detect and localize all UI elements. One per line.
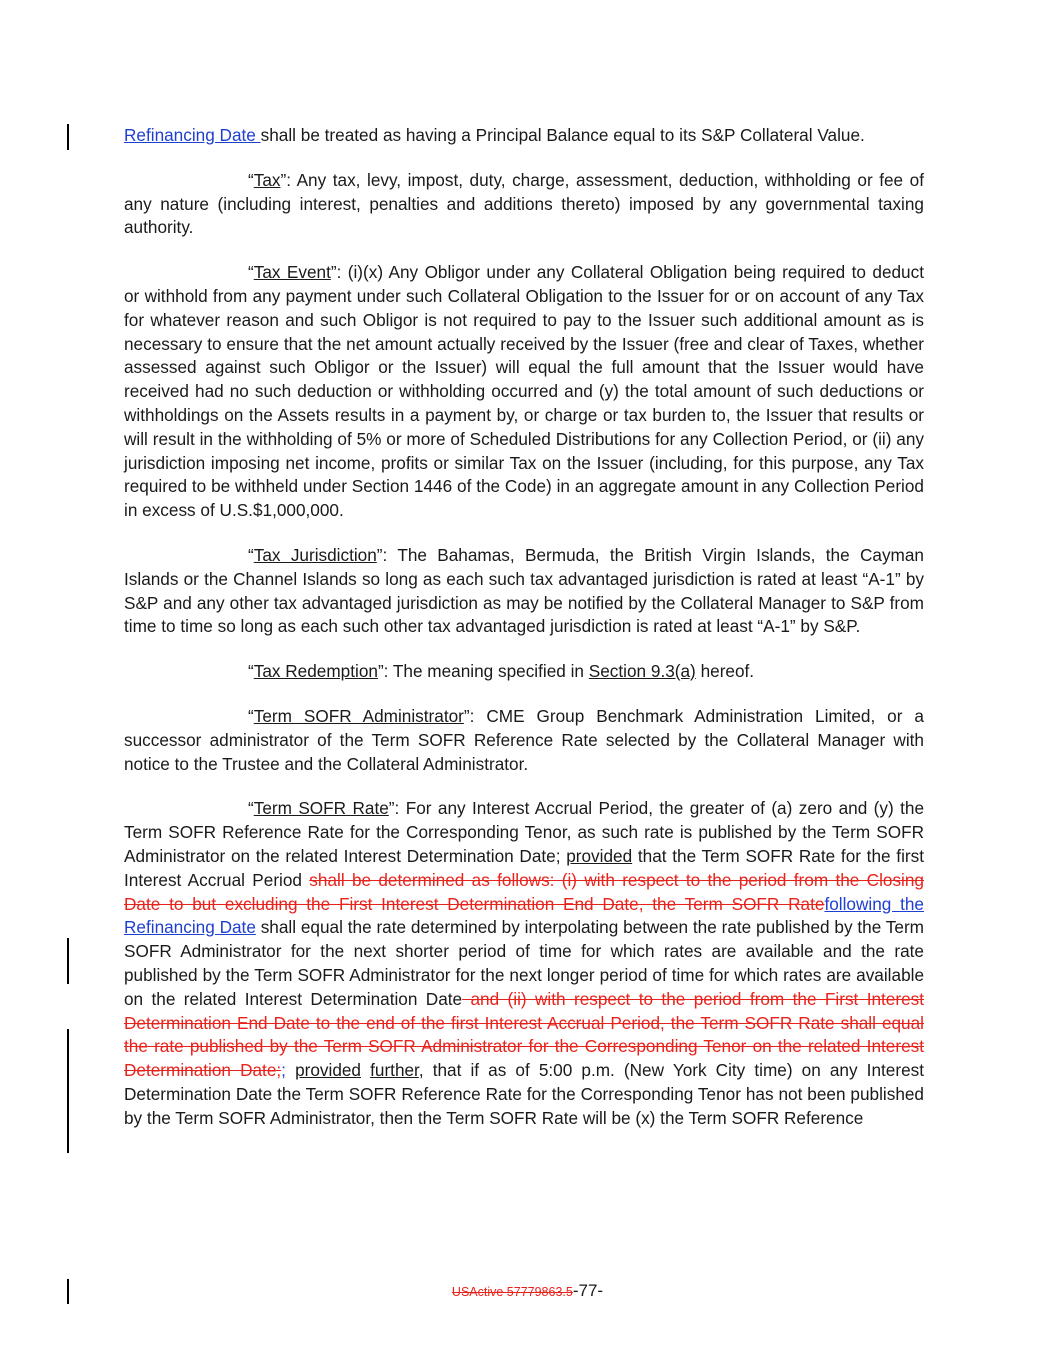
definition-text: Any tax, levy, impost, duty, charge, assessment, deduction, withholding or fee of any nature (including interest, penalties and additions thereto) imposed by any governmental taxing authority.	[124, 169, 924, 238]
document-body	[124, 124, 924, 1151]
open-quote: “	[248, 262, 254, 283]
defined-term: Tax	[253, 169, 281, 190]
definition-term-sofr-administrator	[124, 705, 924, 776]
defined-term: Tax Jurisdiction	[253, 544, 377, 565]
term-separator: ”:	[376, 544, 398, 565]
open-quote: “	[248, 661, 254, 682]
paragraph-text: shall be treated as having a Principal Balance equal to its S&P Collateral Value.	[260, 125, 865, 145]
definition-text: CME Group Benchmark Administration Limited, or a successor administrator of the Term SOFR Reference Rate selected by the Collateral Manager with notice to the Trustee and the Collateral Administrator.	[124, 705, 924, 774]
section-reference: Section 9.3(a)	[588, 661, 696, 682]
defined-term: Term SOFR Rate	[253, 798, 389, 819]
open-quote: “	[248, 544, 254, 565]
change-bar	[67, 938, 69, 984]
definition-text: (i)(x) Any Obligor under any Collateral Obligation being required to deduct or withhold from any payment under such Collateral Obligation to the Issuer for or on account of any Tax for whatever reason and such Obligor is not required to pay to the Issuer such additional amount as is necessary to ensure that the net amount actually received by the Issuer (free and clear of Taxes, whether assessed against such Obligor or the Issuer) will equal the full amount that the Issuer would have received had no such deduction or withholding occurred and (y) the total amount of such deductions or withholdings on the Assets results in a payment by, or charge or tax burden to, the Issuer that results or will result in the withholding of 5% or more of Scheduled Distributions for any Collection Period, or (ii) any jurisdiction imposing net income, profits or similar Tax on the Issuer (including, for this purpose, any Tax required to be withheld under Section 1446 of the Code) in an aggregate amount in any Collection Period in excess of U.S.$1,000,000.	[124, 262, 924, 521]
term-separator: ”:	[463, 705, 487, 726]
definition-text	[286, 1060, 295, 1080]
inserted-text[interactable]: ;	[281, 1060, 286, 1081]
definition-tax-event	[124, 261, 924, 523]
deleted-text: shall be determined as follows: (i) with respect to the period from the Closing Date to but excluding the First Interest Determination End Date, the Term SOFR Rate	[124, 869, 924, 914]
inserted-text[interactable]: Refinancing Date	[124, 125, 261, 145]
change-bar	[67, 124, 69, 150]
emphasis-provided: provided	[566, 845, 633, 866]
page-footer	[0, 1281, 1055, 1301]
defined-term: Tax Event	[253, 262, 331, 283]
emphasis-provided: provided	[295, 1060, 361, 1081]
open-quote: “	[248, 798, 254, 819]
definition-text	[361, 1060, 370, 1080]
definition-text: hereof.	[695, 661, 755, 682]
emphasis-further: further	[370, 1060, 419, 1081]
change-bar	[67, 1029, 69, 1153]
defined-term: Tax Redemption	[253, 661, 378, 682]
page-number: -77-	[572, 1281, 604, 1300]
definition-text: shall equal the rate determined by interpolating between the rate published by the Term SOFR Administrator for the next shorter period of time for which rates are available and the rate published by the Term SOFR Administrator for the next longer period of time for which rates are available on the related Interest Determination Date	[124, 917, 924, 1009]
definition-text: that the Term SOFR Rate for the first Interest Accrual Period	[124, 845, 924, 890]
deleted-text: and (ii) with respect to the period from the First Interest Determination End Date to the end of the first Interest Accrual Period, the Term SOFR Rate shall equal the rate published by the Term SOFR Administrator for the Corresponding Tenor on the related Interest Determination Date;	[124, 988, 925, 1081]
definition-tax-jurisdiction	[124, 544, 924, 639]
term-separator: ”:	[280, 169, 297, 190]
paragraph-refinancing-continuation	[124, 124, 924, 148]
definition-text: The Bahamas, Bermuda, the British Virgin Islands, the Cayman Islands or the Channel Islands so long as each such tax advantaged jurisdiction is rated at least “A-1” by S&P and any other tax advantaged jurisdiction as may be notified by the Collateral Manager to S&P from time to time so long as each such other tax advantaged jurisdiction is rated at least “A-1” by S&P.	[124, 544, 924, 637]
document-id: USActive 57779863.5	[451, 1285, 573, 1299]
definition-tax-redemption	[124, 660, 924, 684]
term-separator: ”:	[377, 661, 393, 682]
open-quote: “	[248, 169, 254, 190]
definition-text: The meaning specified in	[392, 661, 589, 682]
term-separator: ”:	[330, 262, 348, 283]
definition-term-sofr-rate	[124, 797, 924, 1130]
inserted-text[interactable]: following the Refinancing Date	[124, 893, 924, 938]
definition-tax	[124, 169, 924, 240]
defined-term: Term SOFR Administrator	[253, 705, 464, 726]
open-quote: “	[248, 705, 254, 726]
definition-text: , that if as of 5:00 p.m. (New York City time) on any Interest Determination Date the Term SOFR Reference Rate for the Corresponding Tenor has not been published by the Term SOFR Administrator, then the Term SOFR Rate will be (x) the Term SOFR Reference	[124, 1060, 925, 1128]
definition-text: For any Interest Accrual Period, the greater of (a) zero and (y) the Term SOFR Reference Rate for the Corresponding Tenor, as such rate is published by the Term SOFR Administrator on the related Interest Determination Date;	[124, 798, 925, 866]
term-separator: ”:	[388, 798, 406, 819]
